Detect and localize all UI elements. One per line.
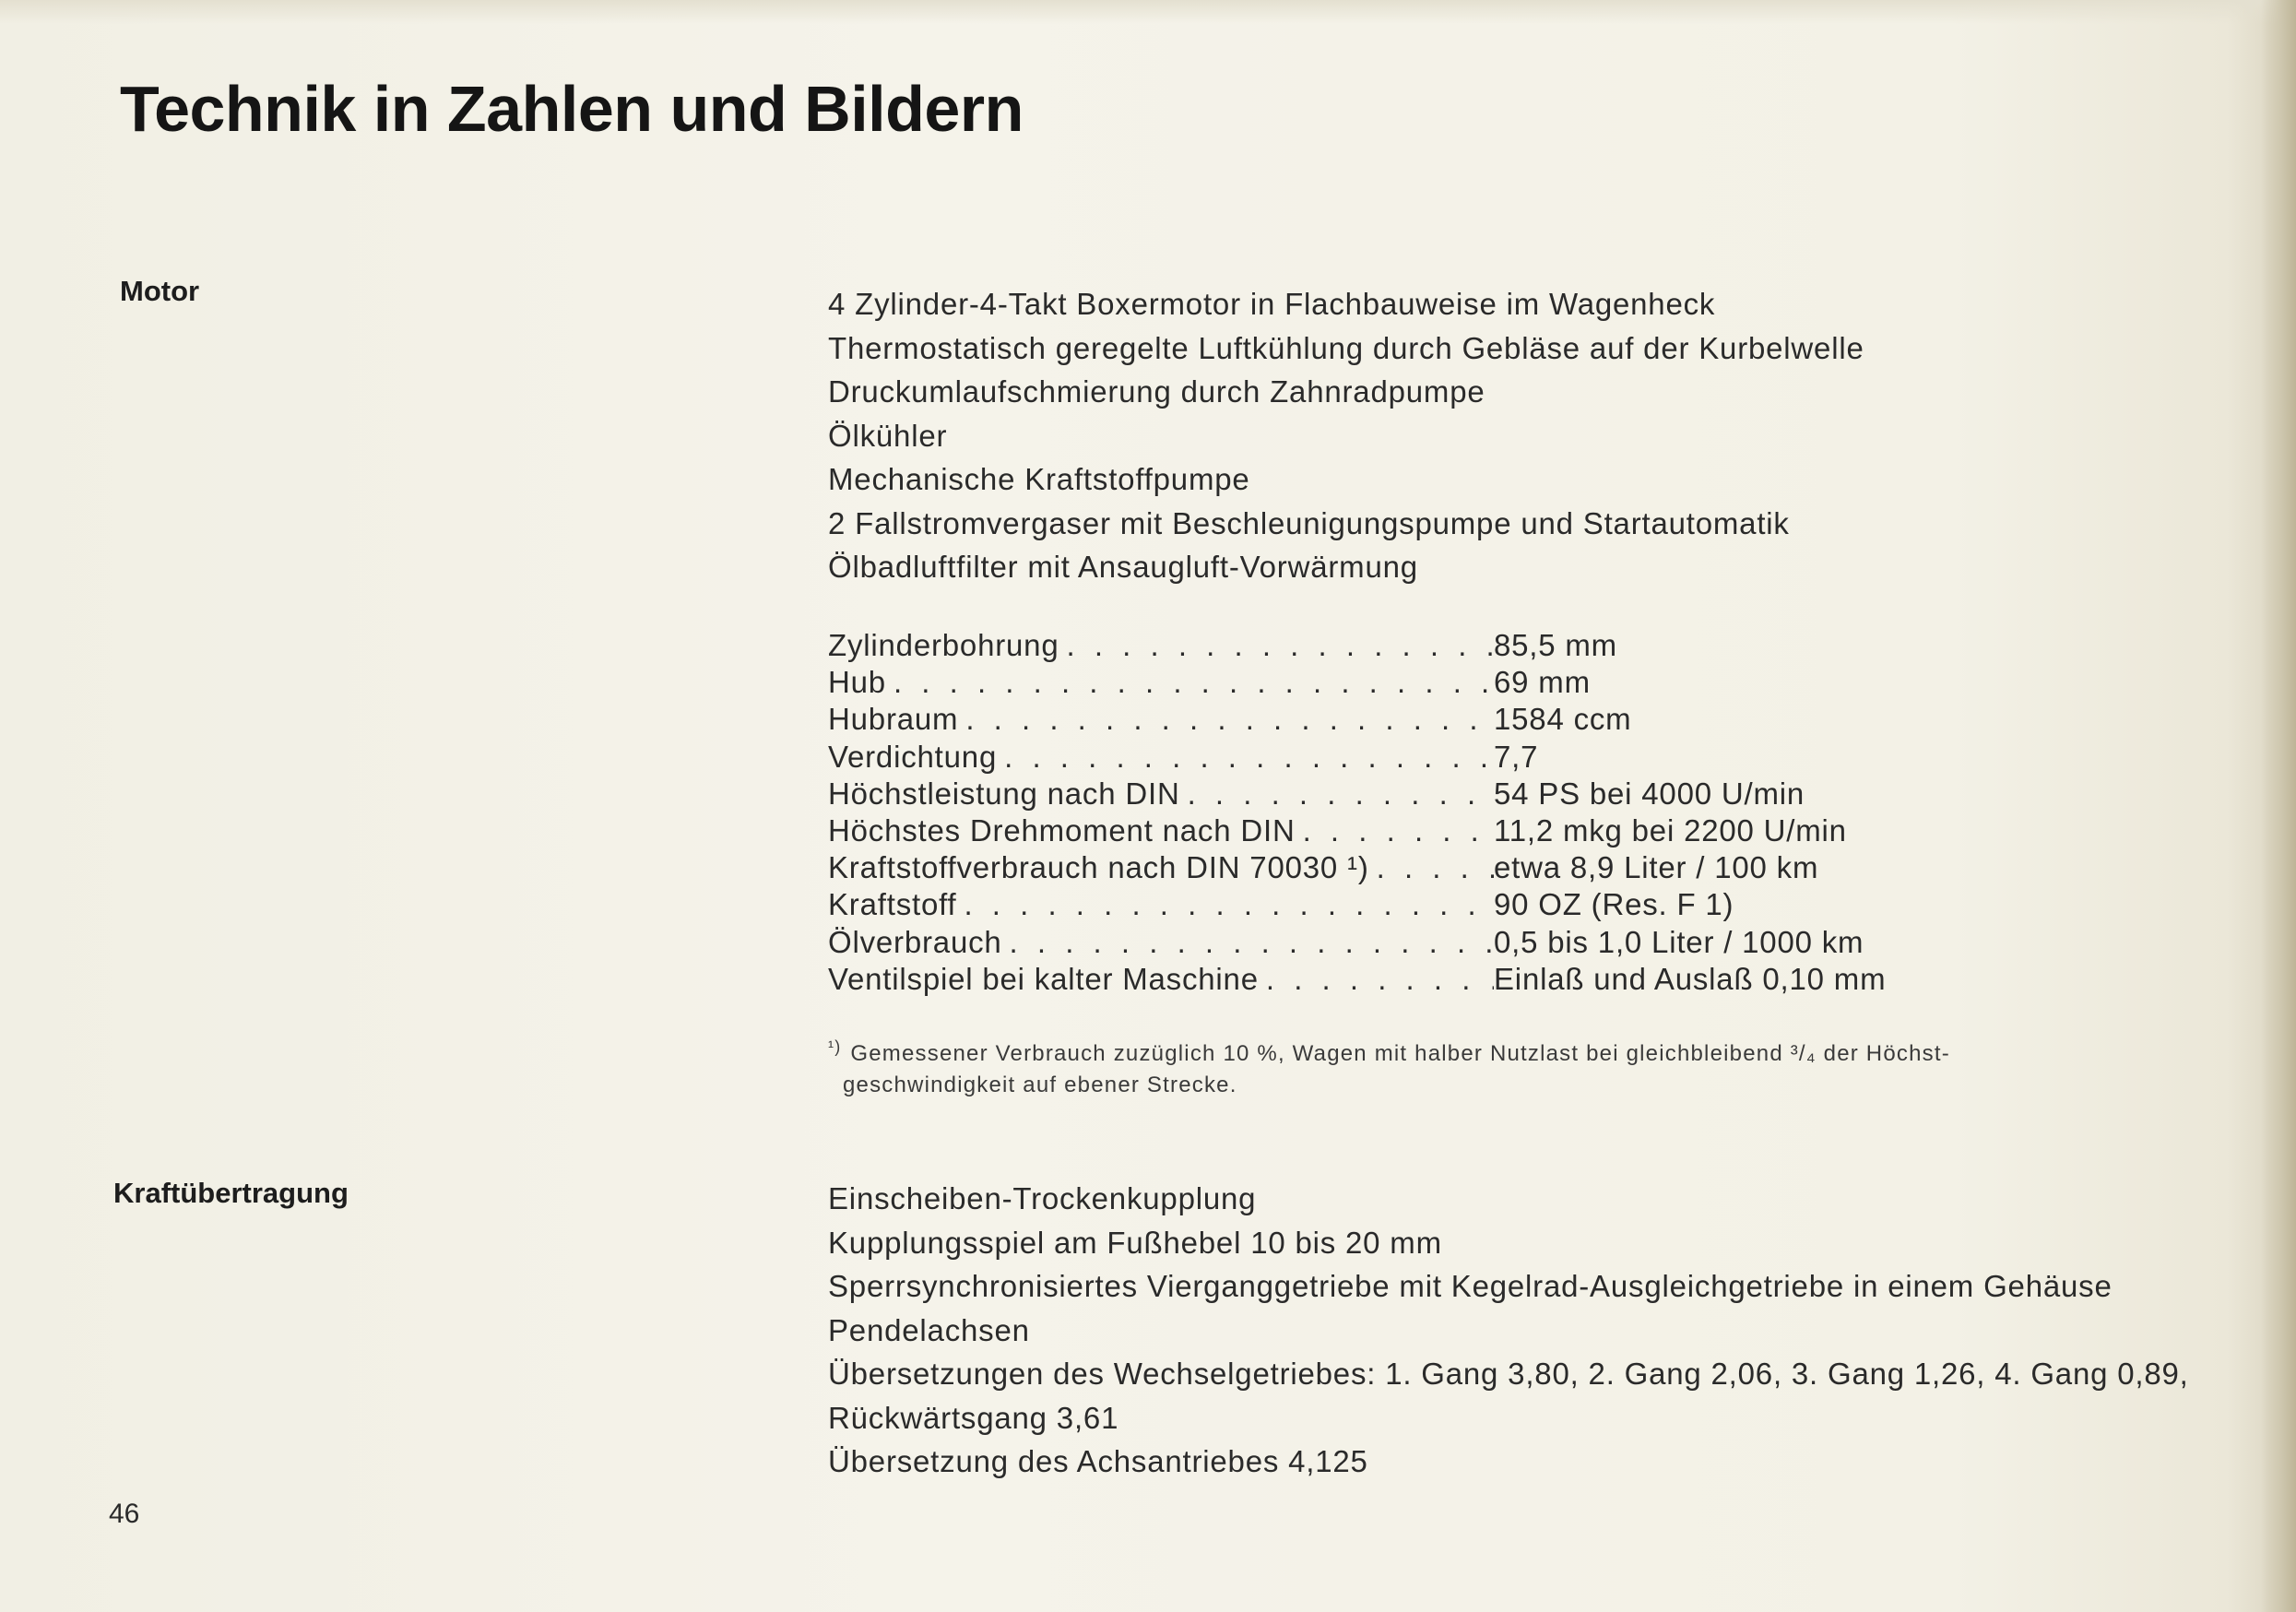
spec-value: 1584 ccm — [1494, 702, 1632, 737]
list-item: 4 Zylinder-4-Takt Boxermotor in Flachbauweise im Wagenheck — [828, 287, 1716, 321]
list-item: Sperrsynchronisiertes Vierganggetriebe mit Kegelrad-Ausgleichgetriebe in einem Gehäuse — [828, 1269, 2113, 1303]
table-row — [828, 701, 1990, 738]
page-title: Technik in Zahlen und Bildern — [120, 73, 1024, 145]
spec-value: 69 mm — [1494, 665, 1591, 700]
list-item: Druckumlaufschmierung durch Zahnradpumpe — [828, 374, 1485, 409]
section-label-motor: Motor — [120, 275, 200, 307]
spec-label: Zylinderbohrung — [828, 628, 1059, 662]
spec-label: Ventilspiel bei kalter Maschine — [828, 961, 1259, 996]
spec-value: 0,5 bis 1,0 Liter / 1000 km — [1494, 924, 1864, 959]
spec-value: etwa 8,9 Liter / 100 km — [1494, 850, 1819, 885]
page-number: 46 — [109, 1499, 140, 1529]
spec-value: Einlaß und Auslaß 0,10 mm — [1494, 961, 1887, 996]
spec-value: 85,5 mm — [1494, 628, 1617, 662]
list-item: Übersetzung des Achsantriebes 4,125 — [828, 1444, 1368, 1478]
table-row — [828, 664, 1990, 701]
footnote-mark: ¹) — [828, 1037, 842, 1056]
table-row — [828, 924, 1990, 961]
table-row — [828, 961, 1990, 998]
list-item: Kupplungsspiel am Fußhebel 10 bis 20 mm — [828, 1225, 1442, 1260]
spec-label: Kraftstoffverbrauch nach DIN 70030 ¹) — [828, 850, 1369, 885]
table-row — [828, 849, 1990, 886]
list-item: Thermostatisch geregelte Luftkühlung durch Gebläse auf der Kurbelwelle — [828, 330, 1864, 365]
table-row — [828, 812, 1990, 849]
motor-description-list — [828, 282, 1864, 589]
list-item: Einscheiben-Trockenkupplung — [828, 1181, 1257, 1215]
list-item: Übersetzungen des Wechselgetriebes: 1. Gang 3,80, 2. Gang 2,06, 3. Gang 1,26, 4. Gang 0,89, — [828, 1357, 2189, 1391]
list-item: 2 Fallstromvergaser mit Beschleunigungspumpe und Startautomatik — [828, 505, 1790, 540]
list-item: Ölbadluftfilter mit Ansaugluft-Vorwärmung — [828, 550, 1418, 584]
motor-spec-table — [828, 627, 1990, 998]
spec-label: Kraftstoff — [828, 887, 957, 922]
spec-label: Hub — [828, 665, 886, 700]
spec-label: Hubraum — [828, 702, 959, 737]
spec-value: 54 PS bei 4000 U/min — [1494, 776, 1805, 811]
spec-value: 90 OZ (Res. F 1) — [1494, 887, 1734, 922]
page-binding-edge — [2261, 0, 2296, 1612]
footnote-text-line2: geschwindigkeit auf ebener Strecke. — [843, 1073, 1237, 1097]
section-label-kraftuebertragung: Kraftübertragung — [113, 1177, 349, 1209]
table-row — [828, 739, 1990, 776]
spec-label: Verdichtung — [828, 739, 998, 774]
list-item: Rückwärtsgang 3,61 — [828, 1400, 1119, 1435]
spec-label: Höchstleistung nach DIN — [828, 776, 1180, 811]
footnote-text-line1: Gemessener Verbrauch zuzüglich 10 %, Wagen mit halber Nutzlast bei gleichbleibend ³/₄ der Höchst- — [850, 1041, 1950, 1066]
list-item: Mechanische Kraftstoffpumpe — [828, 462, 1250, 496]
table-row — [828, 776, 1990, 812]
spec-value: 11,2 mkg bei 2200 U/min — [1494, 812, 1847, 847]
table-row — [828, 886, 1990, 923]
page-top-shadow — [0, 0, 2296, 24]
footnote — [828, 1031, 2204, 1101]
spec-label: Ölverbrauch — [828, 924, 1002, 959]
list-item: Pendelachsen — [828, 1312, 1030, 1347]
spec-label: Höchstes Drehmoment nach DIN — [828, 812, 1296, 847]
list-item: Ölkühler — [828, 418, 948, 453]
kraftuebertragung-description-list — [828, 1177, 2189, 1484]
spec-value: 7,7 — [1494, 739, 1539, 774]
table-row — [828, 627, 1990, 664]
